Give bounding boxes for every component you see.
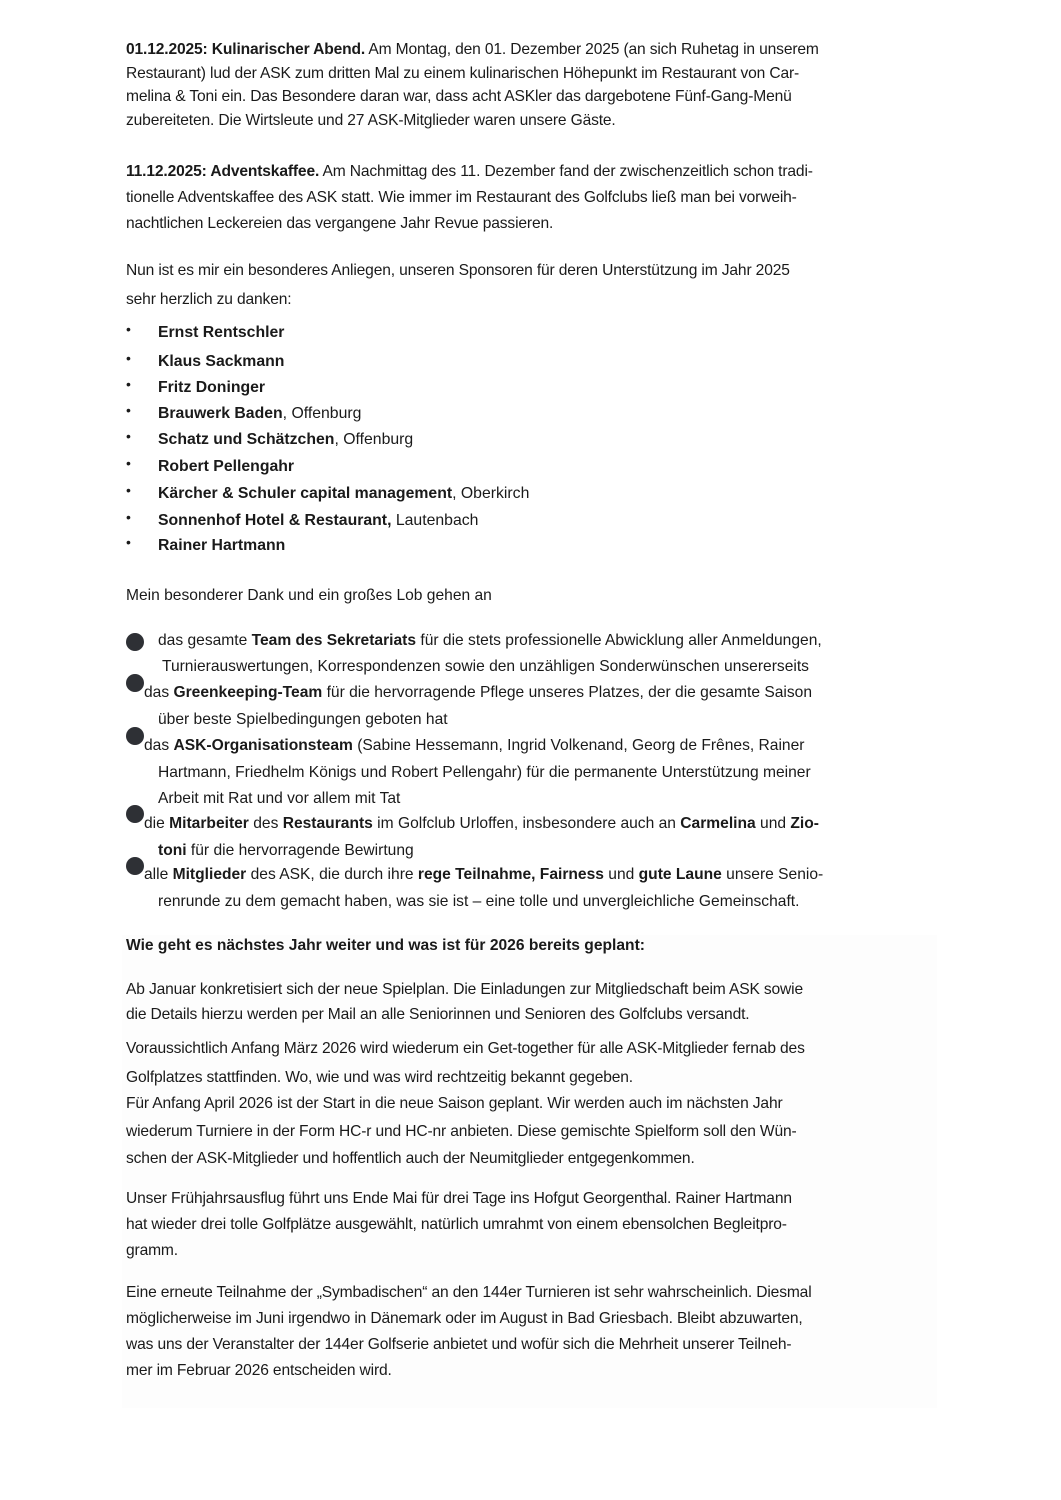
thanks-text: über beste Spielbedingungen geboten hat bbox=[158, 711, 448, 728]
event-text: nachtlichen Leckereien das vergangene Jahr Revue passieren. bbox=[126, 215, 554, 232]
outlook-text: hat wieder drei tolle Golfplätze ausgewählt, natürlich umrahmt von einem ebensolchen Begleitpro- bbox=[126, 1216, 787, 1233]
sponsor-name: Sonnenhof Hotel & Restaurant, bbox=[158, 512, 392, 529]
outlook-text: Eine erneute Teilnahme der „Symbadischen“ an den 144er Turnieren ist sehr wahrscheinlich. Diesmal bbox=[126, 1284, 812, 1301]
thanks-text: alle bbox=[144, 866, 173, 883]
thanks-highlight: Team des Sekretariats bbox=[251, 632, 417, 649]
sponsors-intro-line: sehr herzlich zu danken: bbox=[126, 291, 292, 308]
sponsor-name: Schatz und Schätzchen bbox=[158, 431, 335, 448]
sponsor-location: , Offenburg bbox=[282, 405, 362, 422]
bullet-icon: • bbox=[126, 321, 131, 337]
event-text: Am Nachmittag des 11. Dezember fand der zwischenzeitlich schon tradi- bbox=[319, 163, 813, 180]
bullet-icon: • bbox=[126, 534, 131, 550]
thanks-highlight: Mitarbeiter bbox=[169, 815, 249, 832]
thanks-item-members bbox=[144, 864, 823, 886]
bullet-icon: • bbox=[126, 455, 131, 471]
thanks-highlight: rege Teilnahme, Fairness bbox=[417, 866, 604, 883]
thanks-highlight: ASK-Organisationsteam bbox=[173, 737, 353, 754]
sponsor-location: Lautenbach bbox=[391, 512, 479, 529]
thanks-text: für die hervorragende Pflege unseres Platzes, der die gesamte Saison bbox=[322, 684, 813, 701]
bullet-icon bbox=[126, 805, 144, 823]
event-text: zubereiteten. Die Wirtsleute und 27 ASK-Mitglieder waren unsere Gäste. bbox=[126, 111, 616, 129]
outlook-text: Golfplatzes stattfinden. Wo, wie und was wird rechtzeitig bekannt gegeben. bbox=[126, 1069, 633, 1086]
thanks-item-greenkeeping bbox=[144, 682, 812, 704]
thanks-text: renrunde zu dem gemacht haben, was sie ist – eine tolle und unvergleichliche Gemeinschaft. bbox=[158, 893, 800, 910]
thanks-text: im Golfclub Urloffen, insbesondere auch an bbox=[372, 815, 681, 832]
thanks-text: für die hervorragende Bewirtung bbox=[186, 842, 414, 859]
sponsor-name: Kärcher & Schuler capital management bbox=[158, 485, 453, 502]
thanks-text: und bbox=[755, 815, 791, 832]
outlook-text: was uns der Veranstalter der 144er Golfserie anbietet und wofür sich die Mehrheit unserer Teilneh- bbox=[126, 1336, 792, 1353]
bullet-icon: • bbox=[126, 428, 131, 444]
thanks-highlight: gute Laune bbox=[638, 866, 722, 883]
outlook-text: mer im Februar 2026 entscheiden wird. bbox=[126, 1362, 392, 1379]
sponsors-intro bbox=[126, 256, 941, 314]
bullet-icon: • bbox=[126, 402, 131, 418]
bullet-icon bbox=[126, 857, 144, 875]
thanks-text: (Sabine Hessemann, Ingrid Volkenand, Georg de Frênes, Rainer bbox=[352, 737, 805, 754]
sponsor-location: , Oberkirch bbox=[452, 485, 530, 502]
thanks-text: Turnierauswertungen, Korrespondenzen sowie den unzähligen Sonderwünschen unsererseits bbox=[162, 658, 809, 675]
sponsor-name: Fritz Doninger bbox=[158, 379, 266, 396]
thanks-text: die bbox=[144, 815, 170, 832]
thanks-text: das gesamte bbox=[158, 632, 252, 649]
thanks-item-restaurant bbox=[144, 813, 819, 835]
event-kulinarischer-abend bbox=[126, 38, 941, 132]
sponsor-name: Ernst Rentschler bbox=[158, 324, 285, 341]
thanks-highlight: Restaurants bbox=[282, 815, 373, 832]
sponsors-intro-line: Nun ist es mir ein besonderes Anliegen, unseren Sponsoren für deren Unterstützung im Jahr 2025 bbox=[126, 262, 790, 279]
outlook-text: Voraussichtlich Anfang März 2026 wird wiederum ein Get-together für alle ASK-Mitglieder fernab des bbox=[126, 1040, 805, 1057]
outlook-text: schen der ASK-Mitglieder und hoffentlich auch der Neumitglieder entgegenkommen. bbox=[126, 1150, 695, 1167]
outlook-text: Unser Frühjahrsausflug führt uns Ende Mai für drei Tage ins Hofgut Georgenthal. Rainer Hartmann bbox=[126, 1190, 792, 1207]
thanks-text: und bbox=[603, 866, 639, 883]
event-text: tionelle Adventskaffee des ASK statt. Wie immer im Restaurant des Golfclubs ließ man bei vorweih- bbox=[126, 189, 797, 206]
thanks-highlight: Greenkeeping-Team bbox=[173, 684, 323, 701]
outlook-paragraph-3 bbox=[126, 1186, 941, 1264]
thanks-text: Arbeit mit Rat und vor allem mit Tat bbox=[158, 790, 401, 807]
thanks-text: für die stets professionelle Abwicklung aller Anmeldungen, bbox=[416, 632, 822, 649]
bullet-icon: • bbox=[126, 376, 131, 392]
sponsor-name: Rainer Hartmann bbox=[158, 537, 286, 554]
outlook-text: wiederum Turniere in der Form HC-r und HC-nr anbieten. Diese gemischte Spielform soll den Wün- bbox=[126, 1123, 797, 1140]
outlook-text: Für Anfang April 2026 ist der Start in die neue Saison geplant. Wir werden auch im nächsten Jahr bbox=[126, 1095, 783, 1112]
event-text: melina & Toni ein. Das Besondere daran war, dass acht ASKler das dargebotene Fünf-Gang-Menü bbox=[126, 88, 792, 105]
thanks-text bbox=[158, 840, 414, 862]
outlook-text: Ab Januar konkretisiert sich der neue Spielplan. Die Einladungen zur Mitgliedschaft beim ASK sowie bbox=[126, 981, 803, 998]
bullet-icon bbox=[126, 633, 144, 651]
sponsor-location: , Offenburg bbox=[334, 431, 414, 448]
bullet-icon bbox=[126, 674, 144, 692]
outlook-text: möglicherweise im Juni irgendwo in Dänemark oder im August in Bad Griesbach. Bleibt abzuwarten, bbox=[126, 1310, 803, 1327]
thanks-item-secretariat bbox=[158, 630, 822, 652]
event-title: 01.12.2025: Kulinarischer Abend. bbox=[126, 41, 366, 58]
thanks-highlight: Carmelina bbox=[680, 815, 756, 832]
thanks-intro: Mein besonderer Dank und ein großes Lob gehen an bbox=[126, 587, 492, 604]
bullet-icon: • bbox=[126, 509, 131, 525]
thanks-text: des ASK, die durch ihre bbox=[246, 866, 418, 883]
thanks-highlight: toni bbox=[158, 842, 187, 859]
thanks-item-organisation bbox=[144, 735, 804, 757]
sponsor-name: Klaus Sackmann bbox=[158, 353, 285, 370]
event-text: Restaurant) lud der ASK zum dritten Mal zu einem kulinarischen Höhepunkt im Restaurant von Car- bbox=[126, 64, 800, 82]
thanks-text: das bbox=[144, 737, 174, 754]
outlook-heading: Wie geht es nächstes Jahr weiter und was ist für 2026 bereits geplant: bbox=[126, 937, 645, 954]
outlook-paragraph-4 bbox=[126, 1280, 941, 1384]
thanks-text: des bbox=[248, 815, 283, 832]
outlook-text: die Details hierzu werden per Mail an alle Seniorinnen und Senioren des Golfclubs versandt. bbox=[126, 1006, 750, 1023]
event-adventskaffee bbox=[126, 159, 941, 237]
thanks-highlight: Zio- bbox=[790, 815, 819, 832]
thanks-highlight: Mitglieder bbox=[172, 866, 247, 883]
outlook-paragraph-1 bbox=[126, 977, 941, 1027]
event-text: Am Montag, den 01. Dezember 2025 (an sich Ruhetag in unserem bbox=[365, 41, 819, 58]
thanks-text: Hartmann, Friedhelm Königs und Robert Pellengahr) für die permanente Unterstützung meiner bbox=[158, 764, 811, 781]
outlook-text: gramm. bbox=[126, 1242, 178, 1259]
bullet-icon: • bbox=[126, 350, 131, 366]
sponsor-name: Robert Pellengahr bbox=[158, 458, 295, 475]
bullet-icon: • bbox=[126, 482, 131, 498]
event-title: 11.12.2025: Adventskaffee. bbox=[126, 163, 320, 180]
bullet-icon bbox=[126, 727, 144, 745]
sponsor-name: Brauwerk Baden bbox=[158, 405, 283, 422]
thanks-text: das bbox=[144, 684, 174, 701]
thanks-text: unsere Senio- bbox=[721, 866, 824, 883]
